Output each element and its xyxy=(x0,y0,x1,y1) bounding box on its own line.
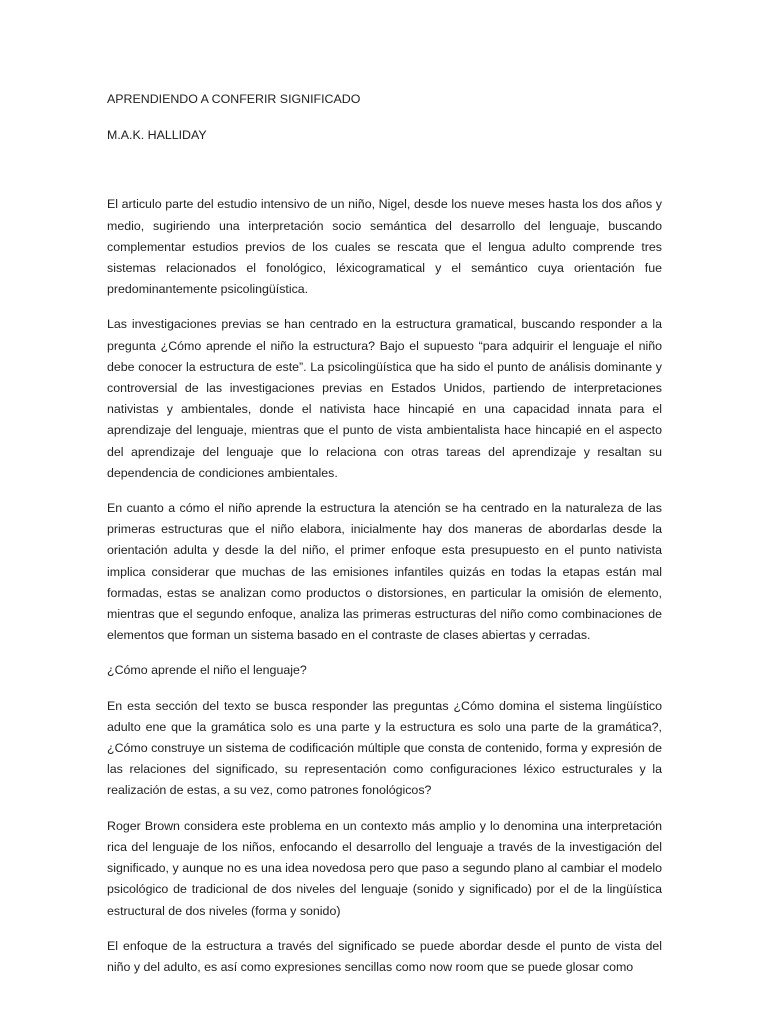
document-author: M.A.K. HALLIDAY xyxy=(107,128,207,143)
paragraph-6: El enfoque de la estructura a través del significado se puede abordar desde el punto de vista del niño y del adulto, es así como expresiones sencillas como now room que se puede glosar como xyxy=(107,938,662,974)
paragraph-1: El articulo parte del estudio intensivo de un niño, Nigel, desde los nueve meses hasta los dos años y medio, sugiriendo una interpretación socio semántica del desarrollo del lenguaje, buscando complementar estudios previos de los cuales se rescata que el lengua adulto comprende tres sistemas relacionados el fonológico, léxicogramatical y el semántico cuya orientación fue predominantemente psicolingüística. xyxy=(107,197,662,297)
paragraph-2: Las investigaciones previas se han centrado en la estructura gramatical, buscando responder a la pregunta ¿Cómo aprende el niño la estructura? Bajo el supuesto “para adquirir el lenguaje el niño debe conocer la estructura de este”. La psicolingüística que ha sido el punto de análisis dominante y controversial de las investigaciones previas en Estados Unidos, partiendo de interpretaciones nativistas y ambientales, donde el nativista hace hincapié en una capacidad innata para el aprendizaje del lenguaje, mientras que el punto de vista ambientalista hace hincapié en el aspecto del aprendizaje del lenguaje que lo relaciona con otras tareas del aprendizaje y resaltan su dependencia de condiciones ambientales. xyxy=(107,317,662,480)
section-heading: ¿Cómo aprende el niño el lenguaje? xyxy=(107,663,307,678)
paragraph-5: Roger Brown considera este problema en un contexto más amplio y lo denomina una interpretación rica del lenguaje de los niños, enfocando el desarrollo del lenguaje a través de la investigación del significado, y aunque no es una idea novedosa pero que paso a segundo plano al cambiar el modelo psicológico de tradicional de dos niveles del lenguaje (sonido y significado) por el de la lingüística estructural de dos niveles (forma y sonido) xyxy=(107,818,662,918)
paragraph-3: En cuanto a cómo el niño aprende la estructura la atención se ha centrado en la naturaleza de las primeras estructuras que el niño elabora, inicialmente hay dos maneras de abordarlas desde la orientación adulta y desde la del niño, el primer enfoque esta presupuesto en el punto nativista implica considerar que muchas de las emisiones infantiles quizás en todas la etapas están mal formadas, estas se analizan como productos o distorsiones, en particular la omisión de elemento, mientras que el segundo enfoque, analiza las primeras estructuras del niño como combinaciones de elementos que forman un sistema basado en el contraste de clases abiertas y cerradas. xyxy=(107,501,662,643)
document-body xyxy=(107,194,662,978)
document-content xyxy=(107,89,662,992)
paragraph-4: En esta sección del texto se busca responder las preguntas ¿Cómo domina el sistema lingüístico adulto ene que la gramática solo es una parte y la estructura es solo una parte de la gramática?, ¿Cómo construye un sistema de codificación múltiple que consta de contenido, forma y expresión de las relaciones del significado, su representación como configuraciones léxico estructurales y la realización de estas, a su vez, como patrones fonológicos? xyxy=(107,698,662,798)
document-title: APRENDIENDO A CONFERIR SIGNIFICADO xyxy=(107,92,361,106)
